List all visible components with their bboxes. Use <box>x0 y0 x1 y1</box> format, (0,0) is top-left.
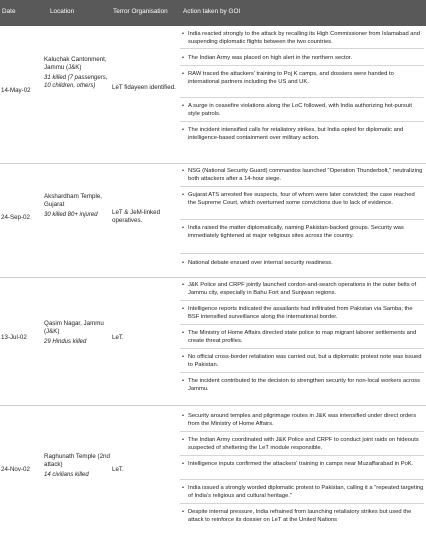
casualties: 29 Hindus killed <box>44 339 87 346</box>
list-item: • Despite internal pressure, India refrained from launching retaliatory strikes but used the attack to reinforce its dossier on LeT at the United Nations <box>182 509 412 523</box>
row-date: 13-Jul-02 <box>1 334 27 341</box>
row-organisation: LeT & JeM-linked operatives. <box>112 209 161 225</box>
table-row <box>0 26 426 164</box>
list-item: • Intelligence reports indicated the assailants had infiltrated from Pakistan via Samba; the BSF intensified surveillance along the international border. <box>182 306 413 320</box>
list-item: • Gujarat ATS arrested five suspects, four of whom were later convicted; the case reached the Supreme Court, which overturned some convictions due to lack of evidence. <box>182 192 415 206</box>
header-location: Location <box>50 8 75 15</box>
row-date: 14-May-02 <box>1 87 31 94</box>
row-location <box>44 193 112 220</box>
table-row <box>0 164 426 278</box>
list-item: • Security around temples and pilgrimage routes in J&K was intensified under direct orders from the Ministry of Home Affairs. <box>182 413 417 427</box>
header-date: Date <box>2 8 16 15</box>
list-item: • Intelligence inputs confirmed the attackers' training in camps near Muzaffarabad in PoK. <box>182 461 414 467</box>
list-item: • India raised the matter diplomatically, naming Pakistan-backed groups. Security was immediately tightened at major religious sites across the country. <box>182 225 404 239</box>
list-item: • India reacted strongly to the attack by recalling its High Commissioner from Islamabad and suspending diplomatic flights between the two countries. <box>182 31 420 45</box>
row-organisation: LeT. <box>112 466 124 473</box>
header-terror-organisation: Terror Organisation <box>113 8 168 15</box>
header-action: Action taken by GOI <box>183 8 241 15</box>
list-item: • A surge in ceasefire violations along the LoC followed, with India authorizing hot-pursuit style patrols. <box>182 103 412 117</box>
location-name: Qasim Nagar, Jammu (J&K) <box>44 320 104 336</box>
casualties: 14 civilians killed <box>44 472 89 479</box>
casualties: 30 killed 80+ injured <box>44 212 98 219</box>
list-item: • No official cross-border retaliation was carried out, but a diplomatic protest note was issued to Pakistan. <box>182 354 422 368</box>
list-item: • NSG (National Security Guard) commandos launched "Operation Thunderbolt," neutralizing both attackers after a 14-hour siege. <box>182 168 423 182</box>
location-name: Kaluchak Cantonment, Jammu (J&K) <box>44 56 107 72</box>
list-item: • RAW traced the attackers' training to Poj K camps, and dossiers were handed to international partners including the US and UK. <box>182 71 394 85</box>
row-location <box>44 320 112 347</box>
row-date: 24-Sep-02 <box>1 214 30 221</box>
list-item: • India issued a strongly worded diplomatic protest to Pakistan, calling it a "repeated targeting of India's religious and cultural heritage." <box>182 485 424 499</box>
list-item: • The Indian Army coordinated with J&K Police and CRPF to conduct joint raids on hideouts suspected of sheltering the LeT module responsible. <box>182 437 419 451</box>
row-organisation: LeT. <box>112 334 124 341</box>
location-name: Raghunath Temple (2nd attack) <box>44 453 110 469</box>
row-date: 24-Nov-02 <box>1 466 30 473</box>
list-item: • National debate ensued over internal security readiness. <box>182 260 333 266</box>
list-item: • J&K Police and CRPF jointly launched cordon-and-search operations in the outer belts of Jammu city, especially in Bahu Fort and Sunjwan regions. <box>182 282 417 296</box>
table-row <box>0 278 426 406</box>
list-item: • The incident contributed to the decision to strengthen security for non-local workers across Jammu. <box>182 378 420 392</box>
casualties: 31 killed (7 passengers, 10 children, others) <box>44 75 108 89</box>
list-item: • The incident intensified calls for retaliatory strikes, but India opted for diplomatic and intelligence-based containment over military action. <box>182 127 404 141</box>
table-header <box>0 0 426 26</box>
list-item: • The Indian Army was placed on high alert in the northern sector. <box>182 55 353 61</box>
row-location <box>44 453 112 480</box>
row-location <box>44 56 112 91</box>
location-name: Akshardham Temple, Gujarat <box>44 193 103 209</box>
row-organisation: LeT fidayeen identified. <box>112 84 176 91</box>
table-row <box>0 406 426 537</box>
list-item: • The Ministry of Home Affairs directed state police to map migrant laborer settlements and create threat profiles. <box>182 330 417 344</box>
